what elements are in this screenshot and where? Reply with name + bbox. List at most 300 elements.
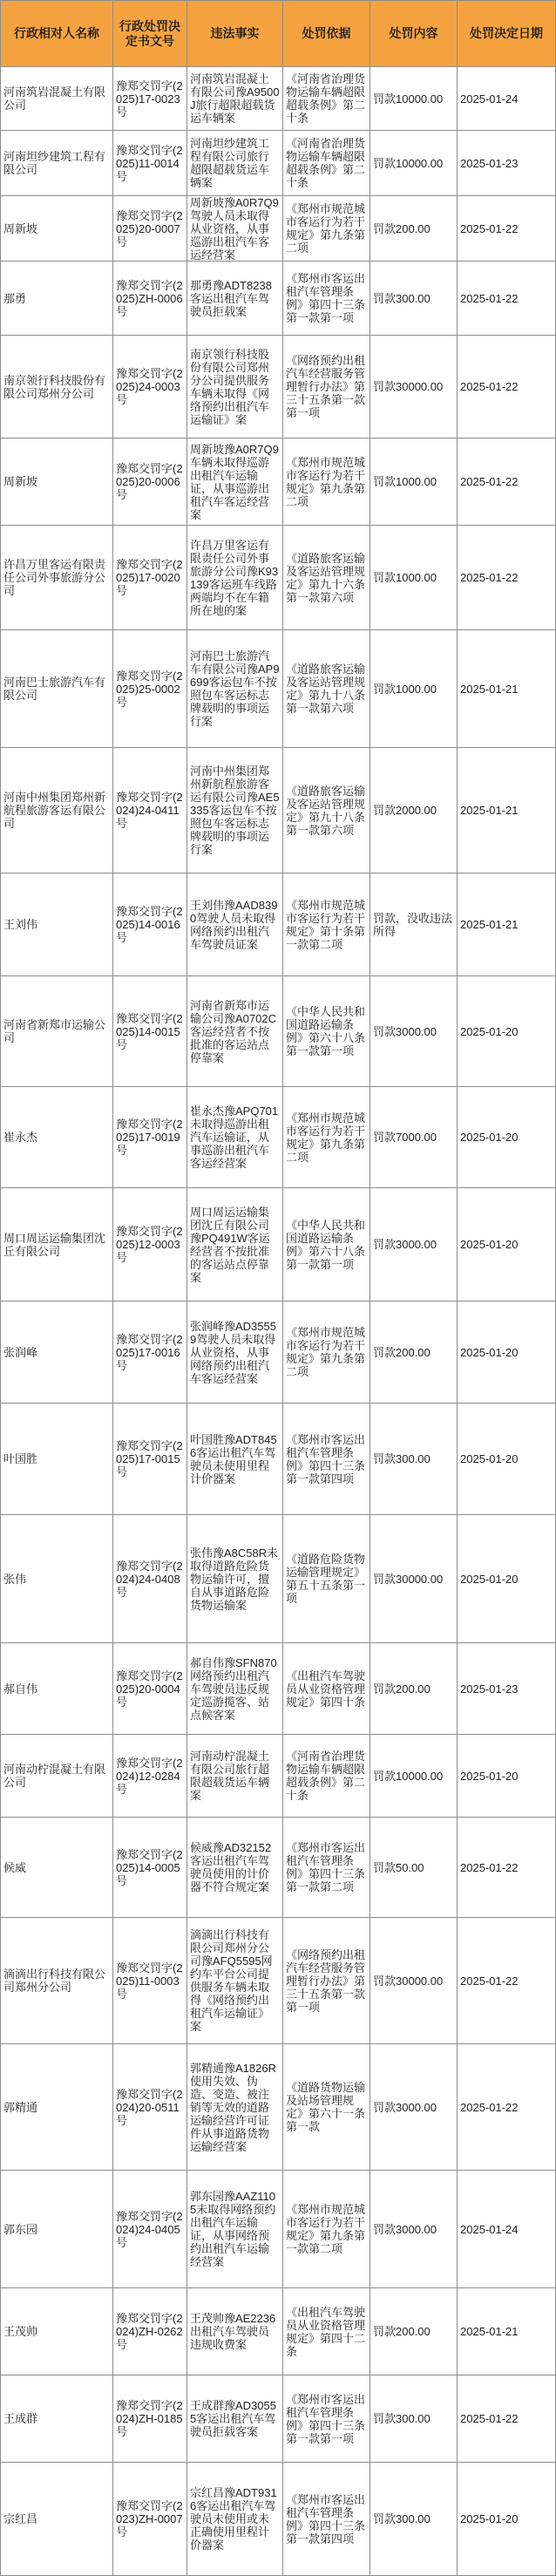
violation-facts-text: 河南动柠混凝土有限公司旅行超限超载货运车辆案 [190,1750,270,1802]
penalty-content-cell [370,336,458,438]
penalty-basis-cell [283,1404,370,1515]
violation-facts-cell [187,1735,283,1818]
decision-date-text: 2025-01-24 [460,2222,519,2236]
decision-number-cell [113,976,187,1087]
penalty-basis-text: 《道路货物运输及站场管理规定》第六十一条第一款 [286,2081,366,2133]
penalty-basis-text: 《郑州市规范城市客运行为若干规定》第九条第二项 [286,1326,366,1378]
penalty-content-cell [370,1302,458,1404]
header-penalty-basis-label: 处罚依据 [302,26,351,40]
decision-number-cell [113,630,187,748]
penalty-basis-cell [283,196,370,262]
penalty-content-text: 罚款3000.00 [373,2222,437,2236]
penalty-content-cell [370,196,458,262]
party-name-text: 王茂帅 [3,2325,38,2338]
header-violation-facts [187,0,283,67]
penalty-basis-cell [283,262,370,336]
decision-date-cell [458,1302,556,1404]
penalty-content-cell [370,438,458,526]
decision-date-text: 2025-01-21 [460,682,519,696]
penalty-basis-text: 《郑州市规范城市客运行为若干规定》第九条第二项 [286,455,366,508]
penalty-basis-cell [283,2171,370,2288]
decision-number-text: 豫郑交罚字(2025)17-0020号 [116,558,183,597]
penalty-content-text: 罚款50.00 [373,1860,424,1874]
penalty-content-cell [370,1515,458,1643]
party-name-text: 王刘伟 [3,918,38,931]
decision-date-text: 2025-01-20 [460,1452,519,1465]
decision-number-text: 豫郑交罚字(2025)12-0003号 [116,1225,183,1264]
penalty-basis-cell [283,131,370,196]
party-name-text: 河南筑岩混凝土有限公司 [3,85,106,112]
table-row [0,1818,556,1918]
decision-date-cell [458,1087,556,1188]
decision-date-text: 2025-01-22 [460,571,519,584]
table-row [0,976,556,1087]
party-name-cell [0,2171,113,2288]
decision-number-cell [113,2044,187,2171]
party-name-text: 南京领行科技股份有限公司郑州分公司 [3,373,106,400]
party-name-text: 河南坦纱建筑工程有限公司 [3,150,106,176]
violation-facts-text: 张润峰豫AD35559驾驶人员未取得从业资格，从事网络预约出租汽车客运经营案 [190,1319,276,1385]
decision-date-text: 2025-01-21 [460,2325,519,2338]
party-name-cell [0,1302,113,1404]
table-row [0,1643,556,1735]
penalty-content-text: 罚款200.00 [373,1345,431,1359]
decision-date-text: 2025-01-22 [460,475,519,488]
penalty-content-cell [370,131,458,196]
penalty-basis-cell [283,1643,370,1735]
decision-number-text: 豫郑交罚字(2025)20-0004号 [116,1669,183,1709]
table-row [0,1515,556,1643]
table-row [0,336,556,438]
penalty-content-text: 罚款，没收违法所得 [373,911,453,938]
violation-facts-text: 宗红昌豫ADT9316客运出租汽车驾驶员未使用或未正确使用里程计价器案 [190,2486,277,2552]
party-name-cell [0,438,113,526]
party-name-cell [0,131,113,196]
penalty-content-cell [370,67,458,131]
penalty-content-cell [370,1918,458,2044]
decision-date-text: 2025-01-20 [460,1769,519,1783]
decision-number-text: 豫郑交罚字(2024)12-0284号 [116,1756,183,1796]
penalty-basis-text: 《网络预约出租汽车经营服务管理暂行办法》第三十五条第一款第一项 [286,1947,366,2014]
table-row [0,1735,556,1818]
penalty-basis-cell [283,1818,370,1918]
table-row [0,2288,556,2375]
decision-date-cell [458,873,556,976]
penalty-content-text: 罚款7000.00 [373,1131,437,1144]
penalty-content-cell [370,873,458,976]
violation-facts-text: 南京领行科技股份有限公司郑州分公司提供服务车辆未取得《网络预约出租汽车运输证》案 [190,347,270,426]
violation-facts-text: 王成群豫AD30555客运出租汽车驾驶员拒载客案 [190,2399,276,2438]
decision-date-text: 2025-01-20 [460,2512,519,2525]
penalty-content-text: 罚款1000.00 [373,682,437,696]
decision-number-cell [113,131,187,196]
decision-date-cell [458,131,556,196]
party-name-text: 河南省新郑市运输公司 [3,1018,106,1044]
violation-facts-text: 张伟豫A8C58R未取得道路危险货物运输许可，擅自从事道路危险货物运输案 [190,1546,279,1612]
penalty-basis-text: 《网络预约出租汽车经营服务管理暂行办法》第三十五条第一款第一项 [286,354,366,419]
decision-date-text: 2025-01-20 [460,1238,519,1251]
penalty-basis-cell [283,976,370,1087]
penalty-basis-text: 《郑州市客运出租汽车管理条例》第四十三条第一款第四项 [286,2492,366,2545]
party-name-text: 滴滴出行科技有限公司郑州分公司 [3,1968,106,1994]
decision-date-cell [458,1188,556,1302]
decision-number-text: 豫郑交罚字(2025)17-0023号 [116,78,183,119]
penalty-content-text: 罚款3000.00 [373,1024,437,1038]
header-party-name-label: 行政相对人名称 [14,26,99,40]
penalty-content-cell [370,262,458,336]
decision-number-cell [113,526,187,630]
decision-date-text: 2025-01-22 [460,2412,519,2425]
violation-facts-cell [187,438,283,526]
decision-number-text: 豫郑交罚字(2024)24-0408号 [116,1559,183,1599]
violation-facts-text: 河南中州集团郑州新航程旅游客运有限公司豫AE5335客运包车不按照包车客运标志牌载明的事项运行案 [190,765,280,856]
table-body [0,67,556,2576]
decision-number-text: 豫郑交罚字(2024)24-0405号 [116,2209,183,2249]
party-name-cell [0,630,113,748]
decision-date-cell [458,1404,556,1515]
penalty-content-cell [370,2044,458,2171]
penalty-basis-cell [283,1735,370,1818]
penalty-content-cell [370,2463,458,2576]
penalty-basis-cell [283,67,370,131]
violation-facts-text: 周新坡豫A0R7Q9驾驶人员未取得从业资格，从事巡游出租汽车客运经营案 [190,196,279,262]
party-name-text: 宗红昌 [3,2512,38,2525]
header-penalty-basis [283,0,370,67]
table-row [0,1188,556,1302]
party-name-cell [0,2375,113,2463]
decision-number-cell [113,438,187,526]
party-name-text: 郝自伟 [3,1682,38,1696]
party-name-cell [0,67,113,131]
violation-facts-text: 滴滴出行科技有限公司郑州分公司豫AFQ5595网约车平台公司提供服务车辆未取得《网络预约出租汽车运输证》案 [190,1928,273,2033]
violation-facts-cell [187,196,283,262]
party-name-text: 许昌万里客运有限责任公司外事旅游分公司 [3,558,106,597]
penalty-basis-cell [283,748,370,873]
decision-number-text: 豫郑交罚字(2025)24-0003号 [116,367,183,406]
violation-facts-cell [187,1918,283,2044]
penalty-basis-cell [283,438,370,526]
penalty-content-text: 罚款10000.00 [373,156,444,170]
decision-number-cell [113,196,187,262]
decision-number-text: 豫郑交罚字(2024)20-0511号 [116,2087,183,2127]
decision-number-text: 豫郑交罚字(2025)20-0006号 [116,462,183,501]
violation-facts-cell [187,630,283,748]
party-name-text: 叶国胜 [3,1452,38,1465]
penalty-basis-text: 《中华人民共和国道路运输条例》第六十八条第一款第一项 [286,1005,366,1057]
decision-date-cell [458,1643,556,1735]
party-name-text: 郭东园 [3,2222,38,2236]
party-name-cell [0,262,113,336]
decision-number-cell [113,2463,187,2576]
table-row [0,1918,556,2044]
violation-facts-text: 王茂帅豫AE2236出租汽车驾驶员违规收费案 [190,2312,276,2351]
header-decision-number [113,0,187,67]
decision-date-text: 2025-01-20 [460,1131,519,1144]
party-name-cell [0,2463,113,2576]
violation-facts-cell [187,262,283,336]
table-row [0,1404,556,1515]
party-name-text: 周新坡 [3,221,38,235]
penalty-content-cell [370,2375,458,2463]
penalty-content-cell [370,630,458,748]
decision-date-cell [458,2463,556,2576]
penalty-basis-text: 《郑州市客运出租汽车管理条例》第四十三条第一款第一项 [286,2392,366,2445]
decision-number-cell [113,1918,187,2044]
violation-facts-text: 河南坦纱建筑工程有限公司旅行超限超载货运车辆案 [190,137,270,189]
penalty-content-text: 罚款1000.00 [373,571,437,584]
table-row [0,2171,556,2288]
violation-facts-cell [187,1643,283,1735]
table-row [0,630,556,748]
decision-number-text: 豫郑交罚字(2025)14-0005号 [116,1847,183,1887]
decision-date-text: 2025-01-22 [460,221,519,235]
decision-date-text: 2025-01-21 [460,918,519,931]
party-name-cell [0,196,113,262]
decision-date-cell [458,976,556,1087]
decision-date-text: 2025-01-23 [460,1682,519,1696]
penalty-basis-cell [283,873,370,976]
penalty-basis-cell [283,1918,370,2044]
decision-number-text: 豫郑交罚字(2025)ZH-0006号 [116,278,183,318]
violation-facts-text: 王刘伟豫AAD8390驾驶人员未取得网络预约出租汽车驾驶员证案 [190,898,278,951]
penalty-basis-text: 《河南省治理货物运输车辆超限超载条例》第二十条 [286,72,366,125]
violation-facts-cell [187,2044,283,2171]
decision-number-text: 豫郑交罚字(2025)11-0003号 [116,1961,183,2001]
violation-facts-cell [187,1188,283,1302]
penalty-basis-text: 《出租汽车驾驶员从业资格管理规定》第四十二条 [286,2305,366,2358]
penalty-basis-cell [283,526,370,630]
decision-date-cell [458,2171,556,2288]
penalty-basis-text: 《道路旅客运输及客运站管理规定》第九十八条第一款第六项 [286,784,366,837]
violation-facts-text: 那勇豫ADT8238客运出租汽车驾驶员拒载案 [190,278,272,318]
penalty-content-text: 罚款10000.00 [373,1769,444,1783]
violation-facts-cell [187,336,283,438]
violation-facts-text: 叶国胜豫ADT8456客运出租汽车驾驶员未使用里程计价器案 [190,1432,277,1485]
penalty-content-cell [370,1188,458,1302]
penalty-content-cell [370,976,458,1087]
penalty-basis-text: 《道路危险货物运输管理规定》第五十五条第一项 [286,1553,366,1605]
decision-number-text: 豫郑交罚字(2024)ZH-0262号 [116,2312,183,2351]
decision-number-text: 豫郑交罚字(2025)14-0015号 [116,1011,183,1051]
decision-date-cell [458,1918,556,2044]
decision-date-cell [458,196,556,262]
penalty-content-text: 罚款10000.00 [373,92,444,105]
decision-date-cell [458,1735,556,1818]
decision-number-cell [113,2288,187,2375]
penalty-basis-cell [283,2288,370,2375]
violation-facts-text: 郭东园豫AAZ1105未取得网络预约出租汽车运输证，从事网络预约出租汽车运输经营案 [190,2190,276,2268]
party-name-cell [0,1818,113,1918]
penalty-basis-cell [283,1087,370,1188]
penalty-basis-text: 《郑州市规范城市客运行为若干规定》第九条第一款第二项 [286,2203,366,2255]
penalty-content-text: 罚款30000.00 [373,380,444,393]
decision-date-cell [458,2044,556,2171]
penalty-content-text: 罚款3000.00 [373,2100,437,2114]
decision-date-cell [458,2288,556,2375]
decision-number-cell [113,1515,187,1643]
decision-number-text: 豫郑交罚字(2025)17-0019号 [116,1118,183,1157]
violation-facts-cell [187,131,283,196]
penalty-basis-cell [283,630,370,748]
penalty-content-text: 罚款3000.00 [373,1238,437,1251]
table-row [0,2375,556,2463]
violation-facts-text: 河南省新郑市运输公司豫A0702C客运经营者不按批准的客运站点停靠案 [190,998,276,1064]
penalty-content-text: 罚款30000.00 [373,1974,444,1988]
table-row [0,131,556,196]
penalty-basis-cell [283,2375,370,2463]
party-name-text: 崔永杰 [3,1131,38,1144]
decision-number-text: 豫郑交罚字(2025)25-0002号 [116,669,183,709]
party-name-cell [0,2288,113,2375]
party-name-cell [0,1404,113,1515]
table-row [0,1302,556,1404]
table-row [0,748,556,873]
penalty-basis-text: 《道路旅客运输及客运站管理规定》第九十六条第一款第六项 [286,551,366,604]
violation-facts-cell [187,976,283,1087]
violation-facts-cell [187,873,283,976]
violation-facts-cell [187,2171,283,2288]
penalty-basis-cell [283,2044,370,2171]
violation-facts-text: 许昌万里客运有限责任公司外事旅游分公司豫K93139客运班车线路两端均不在车籍所在地的案 [190,538,279,617]
penalty-basis-text: 《出租汽车驾驶员从业资格管理规定》第四十条 [286,1669,366,1709]
penalty-content-cell [370,1735,458,1818]
penalty-content-cell [370,2171,458,2288]
violation-facts-text: 郭精通豫A1826R使用失效、伪造、变造、被注销等无效的道路运输经营许可证件从事道路货物运输经营案 [190,2061,276,2153]
penalty-basis-text: 《郑州市规范城市客运行为若干规定》第十条第一款第二项 [286,898,366,951]
penalty-content-text: 罚款300.00 [373,291,431,305]
penalty-content-text: 罚款2000.00 [373,804,437,817]
penalty-content-text: 罚款200.00 [373,1682,431,1696]
penalty-content-cell [370,2288,458,2375]
penalty-basis-text: 《道路旅客运输及客运站管理规定》第九十八条第一款第六项 [286,663,366,715]
party-name-cell [0,1087,113,1188]
violation-facts-text: 周口周运运输集团沈丘有限公司豫PQ491W客运经营者不按批准的客运站点停靠案 [190,1205,270,1284]
penalty-content-text: 罚款1000.00 [373,475,437,488]
party-name-text: 王成群 [3,2412,38,2425]
penalty-content-text: 罚款300.00 [373,1452,431,1465]
header-decision-number-label: 行政处罚决定书文号 [119,18,180,48]
penalty-content-cell [370,1818,458,1918]
decision-number-cell [113,748,187,873]
party-name-cell [0,748,113,873]
decision-date-cell [458,67,556,131]
decision-number-cell [113,2171,187,2288]
penalty-basis-text: 《河南省治理货物运输车辆超限超载条例》第二十条 [286,1750,366,1802]
violation-facts-text: 候威豫AD32152客运出租汽车驾驶员使用的计价器不符合规定案 [190,1841,272,1893]
party-name-text: 河南动柠混凝土有限公司 [3,1763,106,1789]
penalty-basis-text: 《郑州市客运出租汽车管理条例》第四十三条第一款第一项 [286,272,366,324]
penalty-content-text: 罚款300.00 [373,2412,431,2425]
violation-facts-cell [187,1302,283,1404]
penalty-content-text: 罚款200.00 [373,2325,431,2338]
party-name-text: 郭精通 [3,2100,38,2114]
decision-date-cell [458,438,556,526]
table-row [0,1087,556,1188]
decision-number-cell [113,1735,187,1818]
decision-date-cell [458,336,556,438]
table-row [0,438,556,526]
penalty-basis-text: 《郑州市客运出租汽车管理条例》第四十三条第一款第四项 [286,1432,366,1485]
table-row [0,2044,556,2171]
party-name-cell [0,1918,113,2044]
decision-number-cell [113,1643,187,1735]
penalty-basis-cell [283,2463,370,2576]
violation-facts-cell [187,748,283,873]
header-decision-date-label: 处罚决定日期 [470,26,543,40]
decision-date-text: 2025-01-22 [460,2100,519,2114]
decision-date-text: 2025-01-22 [460,1860,519,1874]
decision-number-cell [113,1818,187,1918]
party-name-cell [0,873,113,976]
violation-facts-cell [187,2463,283,2576]
violation-facts-cell [187,67,283,131]
decision-date-text: 2025-01-24 [460,92,519,105]
decision-number-cell [113,1188,187,1302]
decision-date-cell [458,630,556,748]
decision-date-cell [458,2375,556,2463]
party-name-text: 河南巴士旅游汽车有限公司 [3,676,106,702]
penalty-content-text: 罚款300.00 [373,2512,431,2525]
violation-facts-cell [187,2288,283,2375]
table-header-row [0,0,556,67]
decision-date-text: 2025-01-22 [460,380,519,393]
violation-facts-text: 河南筑岩混凝土有限公司豫A9500J旅行超限超载货运车辆案 [190,72,280,125]
decision-date-text: 2025-01-20 [460,1345,519,1359]
party-name-cell [0,976,113,1087]
violation-facts-text: 周新坡豫A0R7Q9车辆未取得巡游出租汽车运输证，从事巡游出租汽车客运经营案 [190,442,279,521]
decision-date-cell [458,526,556,630]
penalty-content-cell [370,526,458,630]
penalty-basis-cell [283,336,370,438]
violation-facts-cell [187,526,283,630]
decision-number-text: 豫郑交罚字(2025)20-0007号 [116,208,183,248]
decision-number-text: 豫郑交罚字(2024)24-0411号 [116,791,183,830]
decision-date-text: 2025-01-20 [460,1572,519,1586]
decision-date-cell [458,748,556,873]
table-row [0,526,556,630]
decision-number-text: 豫郑交罚字(2025)11-0014号 [116,143,183,183]
decision-number-cell [113,1087,187,1188]
penalty-content-cell [370,1404,458,1515]
penalty-content-cell [370,1643,458,1735]
table-row [0,873,556,976]
header-violation-facts-label: 违法事实 [210,26,260,40]
penalty-content-text: 罚款200.00 [373,221,431,235]
decision-number-text: 豫郑交罚字(2023)ZH-0007号 [116,2499,183,2539]
decision-number-text: 豫郑交罚字(2025)17-0016号 [116,1332,183,1372]
penalty-basis-text: 《郑州市规范城市客运行为若干规定》第九条第二项 [286,1111,366,1164]
violation-facts-cell [187,1404,283,1515]
decision-date-cell [458,1818,556,1918]
party-name-text: 那勇 [3,291,27,305]
decision-date-text: 2025-01-21 [460,804,519,817]
violation-facts-text: 郝自伟豫SFN870网络预约出租汽车驾驶员违反规定巡游揽客、站点候客案 [190,1655,277,1722]
party-name-text: 周口周运运输集团沈丘有限公司 [3,1231,106,1258]
penalty-basis-text: 《中华人民共和国道路运输条例》第六十八条第一款第一项 [286,1218,366,1271]
decision-number-cell [113,873,187,976]
table-row [0,196,556,262]
decision-number-text: 豫郑交罚字(2024)ZH-0185号 [116,2399,183,2438]
party-name-cell [0,336,113,438]
party-name-cell [0,2044,113,2171]
party-name-cell [0,526,113,630]
decision-number-cell [113,1404,187,1515]
header-penalty-content [370,0,458,67]
decision-date-cell [458,1515,556,1643]
penalty-basis-cell [283,1302,370,1404]
violation-facts-cell [187,1818,283,1918]
decision-date-text: 2025-01-22 [460,291,519,305]
